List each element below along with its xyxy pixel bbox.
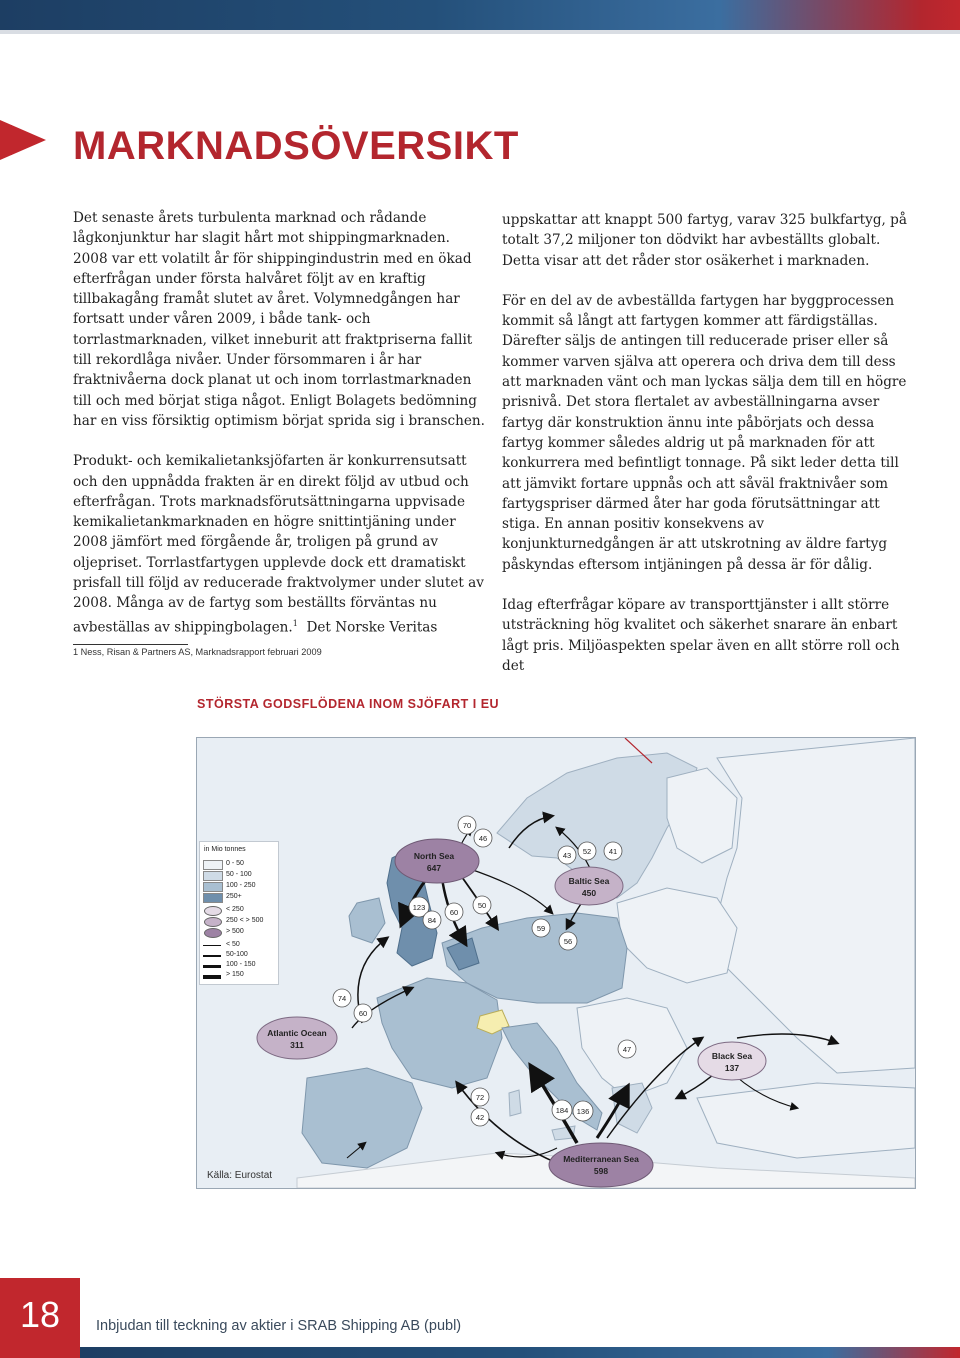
sea-value: 137 <box>724 1063 740 1073</box>
sea-value: 450 <box>581 888 597 898</box>
footnote-rule <box>73 644 188 645</box>
legend-label: < 250 <box>226 906 244 913</box>
legend-title: in Mio tonnes <box>204 846 246 853</box>
flow-value: 136 <box>576 1107 590 1116</box>
legend-label: 100 - 150 <box>226 961 256 968</box>
legend-swatch <box>204 917 222 927</box>
right-paragraph-1: uppskattar att knappt 500 fartyg, varav 325 bulkfartyg, på totalt 37,2 miljoner ton dödvikt har avbeställts globalt. Detta visar att det råder stor osäkerhet i marknaden. <box>502 212 907 269</box>
right-paragraph-3: Idag efterfrågar köpare av transporttjänster i allt större utsträckning hög kvalitet och säkerhet snarare än enbart lågt pris. Miljöaspekten spelar även en allt större roll och det <box>502 597 900 674</box>
legend-label: 250 < > 500 <box>226 917 264 924</box>
map-legend <box>199 841 279 985</box>
map-figure <box>196 737 916 1189</box>
legend-line <box>203 955 221 957</box>
sea-name: Baltic Sea <box>568 876 610 886</box>
flow-value: 123 <box>412 903 426 912</box>
legend-swatch <box>203 882 223 892</box>
flow-value: 52 <box>582 847 592 856</box>
heading-arrow-icon <box>0 120 46 160</box>
flow-value: 59 <box>536 924 546 933</box>
flow-value: 46 <box>478 834 488 843</box>
sea-ellipse <box>549 1143 653 1187</box>
flow-value: 50 <box>477 901 487 910</box>
left-paragraph-1: Det senaste årets turbulenta marknad och rådande lågkonjunktur har slagit hårt mot shippingmarknaden. 2008 var ett volatilt år för shippingindustrin med en ökad efterfrågan under första halvåret följt av en kraftig tillbakagång framåt slutet av året. Volymnedgången har fortsatt under våren 2009, i både tank- och torrlastmarknaden, vilket inneburit att fraktpriserna fallit till rekordlåga nivåer. Under försommaren i år har fraktnivåerna dock planat ut och inom torrlastmarknaden till och med börjat stiga något. Enligt Bolagets bedömning har en viss försiktig optimism börjat sprida sig i branschen. <box>73 210 486 429</box>
sardinia <box>509 1090 521 1116</box>
legend-label: 250+ <box>226 893 242 900</box>
legend-swatch <box>203 860 223 870</box>
legend-label: > 500 <box>226 928 244 935</box>
flow-value: 70 <box>462 821 472 830</box>
page-number: 18 <box>19 1294 61 1335</box>
flow-value: 72 <box>475 1093 485 1102</box>
left-paragraph-2-tail: Det Norske Veritas <box>306 619 438 636</box>
flow-value: 184 <box>555 1106 569 1115</box>
page-number-box <box>0 1278 80 1358</box>
flow-value: 84 <box>427 916 437 925</box>
legend-label: > 150 <box>226 971 244 978</box>
legend-line <box>203 975 221 979</box>
sea-value: 311 <box>290 1040 304 1050</box>
sea-value: 598 <box>593 1166 609 1176</box>
left-column <box>73 208 488 657</box>
footer-text: Inbjudan till teckning av aktier i SRAB Shipping AB (publ) <box>96 1318 462 1334</box>
sea-name: Black Sea <box>711 1051 753 1061</box>
footnote-ref: 1 <box>292 618 298 628</box>
sea-ellipse <box>395 839 479 883</box>
flow-value: 74 <box>337 994 347 1003</box>
legend-label: 50 - 100 <box>226 871 252 878</box>
flow-value: 56 <box>563 937 573 946</box>
right-paragraph-2: För en del av de avbeställda fartygen har byggprocessen kommit så långt att fartygen kommer att färdigställas. Därefter säljs de antingen till reducerade priser eller så kommer varven själva att operera och driva dem till dess att marknaden vänt och man lyckas sälja dem till en högre prisnivå. Det stora flertalet av avbeställningarna avser fartyg där konstruktion ännu inte påbörjats och dessa fartyg kommer således aldrig ut på marknaden för att konkurrera med befintligt tonnage. På sikt leder detta till att jämvikt fortare uppnås och att såväl fraktnivåer som fartygspriser därmed åter har goda förutsättningar att stiga. En annan positiv konsekvens av konjunkturnedgången är att utskrotning av äldre fartyg påskyndas eftersom intjäningen på dessa är för dålig. <box>502 292 907 573</box>
top-banner <box>0 0 960 30</box>
top-banner-rule <box>0 30 960 34</box>
legend-line <box>203 965 221 968</box>
sea-name: North Sea <box>413 851 455 861</box>
legend-swatch <box>203 871 223 881</box>
page-heading: MARKNADSÖVERSIKT <box>73 124 519 168</box>
flow-value: 60 <box>449 908 459 917</box>
legend-swatch <box>203 893 223 903</box>
bottom-banner <box>80 1347 960 1358</box>
sea-name: Atlantic Ocean <box>267 1028 327 1038</box>
left-paragraph-2-text: Produkt- och kemikalietanksjöfarten är konkurrensutsatt och den uppnådda frakten är en direkt följd av utbud och efterfrågan. Trots marknadsförutsättningarna uppvisade kemikalietankmarknaden en högre snittintjäning under 2008 jämfört med förgående år, troligen på grund av oljepriset. Torrlastfartygen upplevde dock ett dramatiskt prisfall till följd av reducerade fraktvolymer under slutet av 2008. Många av de fartyg som beställts förväntas nu avbeställas av shippingbolagen. <box>73 453 484 636</box>
flow-value: 60 <box>358 1009 368 1018</box>
sea-ellipse <box>257 1017 337 1059</box>
left-paragraph-2 <box>73 451 488 637</box>
sea-ellipse <box>555 867 623 905</box>
sea-value: 647 <box>426 863 442 873</box>
sea-ellipse <box>698 1042 766 1080</box>
map-source: Källa: Eurostat <box>207 1170 273 1181</box>
legend-label: 100 - 250 <box>226 882 256 889</box>
legend-label: < 50 <box>226 941 240 948</box>
flow-value: 43 <box>562 851 572 860</box>
footnote: 1 Ness, Risan & Partners AS, Marknadsrapport februari 2009 <box>73 647 322 657</box>
europe-map <box>197 738 915 1188</box>
legend-label: 0 - 50 <box>226 860 244 867</box>
sea-name: Mediterranean Sea <box>563 1154 639 1164</box>
right-column <box>502 210 912 696</box>
map-title: STÖRSTA GODSFLÖDENA INOM SJÖFART I EU <box>197 697 500 711</box>
flow-value: 41 <box>608 847 618 856</box>
legend-line <box>203 945 221 946</box>
legend-label: 50-100 <box>226 951 248 958</box>
flow-value: 42 <box>475 1113 485 1122</box>
legend-swatch <box>204 928 222 938</box>
flow-value: 47 <box>622 1045 632 1054</box>
legend-swatch <box>204 906 222 916</box>
